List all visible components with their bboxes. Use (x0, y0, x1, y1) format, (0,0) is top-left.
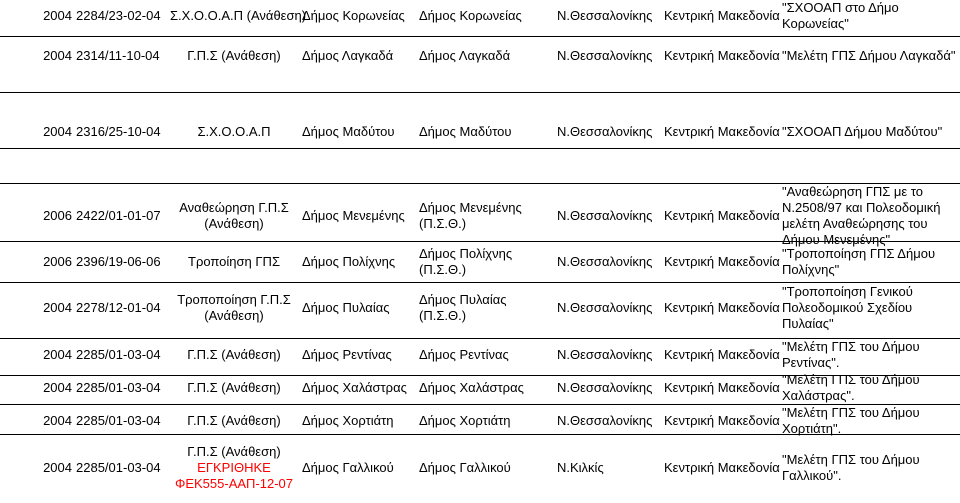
cell-prefecture (557, 8, 662, 24)
cell-municipality-line: Δήμος Χορτιάτη (302, 413, 394, 428)
cell-desc (782, 339, 958, 371)
cell-municipality (302, 380, 414, 396)
cell-year-line: 2004 (43, 300, 72, 315)
cell-year (0, 8, 72, 24)
cell-desc-line: "Αναθεώρηση ΓΠΣ με το (782, 184, 924, 199)
cell-prefecture-line: Ν.Θεσσαλονίκης (557, 8, 653, 23)
cell-region-line: Κεντρική Μακεδονία (664, 254, 780, 269)
cell-municipality (302, 208, 414, 224)
cell-year (0, 48, 72, 64)
cell-municipality-line: Δήμος Γαλλικού (302, 460, 394, 475)
cell-municipality (302, 413, 414, 429)
cell-desc-line: Κορωνείας" (782, 16, 849, 31)
cell-area (419, 8, 547, 24)
cell-municipality (302, 460, 414, 476)
cell-code-line: 2285/01-03-04 (76, 347, 161, 362)
cell-desc-line: Χαλάστρας". (782, 388, 855, 403)
cell-prefecture-line: Ν.Θεσσαλονίκης (557, 208, 653, 223)
cell-code-line: 2285/01-03-04 (76, 380, 161, 395)
cell-desc-line: "Μελέτη ΓΠΣ Δήμου Λαγκαδά" (782, 48, 956, 63)
cell-type-line: Γ.Π.Σ (Ανάθεση) (187, 48, 281, 63)
row-divider (0, 148, 960, 149)
cell-desc-line: Δήμου Μενεμένης" (782, 232, 891, 247)
row-divider (0, 282, 960, 283)
cell-code-line: 2314/11-10-04 (76, 48, 160, 63)
cell-region-line: Κεντρική Μακεδονία (664, 208, 780, 223)
cell-type (170, 347, 298, 363)
cell-year (0, 208, 72, 224)
cell-prefecture-line: Ν.Θεσσαλονίκης (557, 124, 653, 139)
cell-prefecture (557, 124, 662, 140)
cell-municipality-line: Δήμος Λαγκαδά (302, 48, 394, 63)
cell-desc-line: Χορτιάτη". (782, 421, 842, 436)
cell-type (170, 292, 298, 324)
cell-desc (782, 184, 958, 248)
cell-type (170, 413, 298, 429)
cell-municipality (302, 254, 414, 270)
cell-desc-line: Ν.2508/97 και Πολεοδομική (782, 200, 941, 215)
cell-type-line: Γ.Π.Σ (Ανάθεση) (187, 413, 281, 428)
cell-year (0, 124, 72, 140)
cell-type-line: Τροποποίηση Γ.Π.Σ (177, 292, 291, 307)
cell-region-line: Κεντρική Μακεδονία (664, 347, 780, 362)
cell-year-line: 2004 (43, 48, 72, 63)
cell-municipality-line: Δήμος Πολίχνης (302, 254, 396, 269)
cell-area (419, 200, 547, 232)
cell-type (170, 8, 307, 24)
cell-municipality-line: Δήμος Μαδύτου (302, 124, 395, 139)
cell-type-line: (Ανάθεση) (204, 308, 264, 323)
cell-area-line: (Π.Σ.Θ.) (419, 308, 467, 323)
cell-region (664, 254, 782, 270)
cell-desc (782, 48, 958, 64)
cell-type (170, 48, 298, 64)
cell-desc-line: Πολεοδομικού Σχεδίου (782, 300, 913, 315)
cell-year (0, 254, 72, 270)
cell-type-line: Γ.Π.Σ (Ανάθεση) (187, 444, 281, 459)
cell-code (76, 48, 176, 64)
cell-code-line: 2316/25-10-04 (76, 124, 161, 139)
cell-desc-line: "Τροποποίηση ΓΠΣ Δήμου (782, 246, 936, 261)
cell-prefecture (557, 208, 662, 224)
cell-desc-line: μελέτη Αναθεώρησης του (782, 216, 928, 231)
cell-type-line: ΕΓΚΡΙΘΗΚΕ (197, 460, 271, 475)
cell-region (664, 460, 782, 476)
cell-municipality (302, 124, 414, 140)
cell-prefecture (557, 380, 662, 396)
cell-region (664, 300, 782, 316)
cell-desc-line: "Μελέτη ΓΠΣ του Δήμου (782, 452, 920, 467)
cell-region (664, 380, 782, 396)
cell-area (419, 124, 547, 140)
cell-desc-line: Ρεντίνας". (782, 355, 840, 370)
cell-code (76, 413, 176, 429)
cell-region-line: Κεντρική Μακεδονία (664, 300, 780, 315)
cell-prefecture-line: Ν.Θεσσαλονίκης (557, 380, 653, 395)
cell-year-line: 2006 (43, 254, 72, 269)
cell-area-line: Δήμος Μαδύτου (419, 124, 512, 139)
cell-area-line: Δήμος Γαλλικού (419, 460, 511, 475)
cell-area-line: Δήμος Πυλαίας (419, 292, 507, 307)
cell-year (0, 300, 72, 316)
cell-region (664, 124, 782, 140)
cell-code-line: 2278/12-01-04 (76, 300, 161, 315)
cell-municipality-line: Δήμος Κορωνείας (302, 8, 405, 23)
cell-code-line: 2284/23-02-04 (76, 8, 161, 23)
cell-prefecture-line: Ν.Θεσσαλονίκης (557, 48, 653, 63)
cell-area-line: (Π.Σ.Θ.) (419, 216, 467, 231)
cell-area-line: Δήμος Μενεμένης (419, 200, 522, 215)
cell-region (664, 347, 782, 363)
cell-desc-line: "Τροποποίηση Γενικού (782, 284, 913, 299)
cell-type-line: Γ.Π.Σ (Ανάθεση) (187, 347, 281, 362)
cell-type (170, 124, 298, 140)
cell-code (76, 254, 176, 270)
cell-prefecture (557, 254, 662, 270)
cell-region (664, 48, 782, 64)
cell-desc-line: "ΣΧΟΟΑΠ στο Δήμο (782, 0, 899, 15)
cell-municipality-line: Δήμος Μενεμένης (302, 208, 405, 223)
cell-prefecture-line: Ν.Θεσσαλονίκης (557, 347, 653, 362)
cell-region (664, 8, 782, 24)
cell-type-line: Γ.Π.Σ (Ανάθεση) (187, 380, 281, 395)
cell-area (419, 380, 547, 396)
cell-municipality (302, 300, 414, 316)
cell-desc-line: "Μελέτη ΓΠΣ του Δήμου (782, 339, 920, 354)
row-divider (0, 36, 960, 37)
cell-area-line: (Π.Σ.Θ.) (419, 262, 467, 277)
cell-area-line: Δήμος Ρεντίνας (419, 347, 509, 362)
row-divider (0, 92, 960, 93)
cell-code (76, 300, 176, 316)
cell-municipality (302, 347, 414, 363)
cell-desc (782, 0, 958, 32)
cell-desc (782, 452, 958, 484)
cell-region-line: Κεντρική Μακεδονία (664, 460, 780, 475)
cell-prefecture (557, 460, 662, 476)
cell-area-line: Δήμος Κορωνείας (419, 8, 522, 23)
cell-desc (782, 405, 958, 437)
cell-desc (782, 372, 958, 404)
cell-prefecture-line: Ν.Θεσσαλονίκης (557, 300, 653, 315)
cell-municipality (302, 48, 414, 64)
cell-code-line: 2285/01-03-04 (76, 413, 161, 428)
cell-year-line: 2004 (43, 413, 72, 428)
cell-region-line: Κεντρική Μακεδονία (664, 124, 780, 139)
cell-year (0, 347, 72, 363)
cell-area (419, 292, 547, 324)
cell-area (419, 460, 547, 476)
cell-area (419, 347, 547, 363)
cell-type (170, 444, 298, 492)
cell-municipality-line: Δήμος Χαλάστρας (302, 380, 407, 395)
cell-desc-line: Πυλαίας" (782, 316, 834, 331)
cell-region-line: Κεντρική Μακεδονία (664, 413, 780, 428)
cell-municipality (302, 8, 414, 24)
cell-area-line: Δήμος Πολίχνης (419, 246, 513, 261)
cell-code (76, 124, 176, 140)
cell-desc-line: Γαλλικού". (782, 468, 842, 483)
cell-region (664, 413, 782, 429)
cell-region-line: Κεντρική Μακεδονία (664, 380, 780, 395)
cell-prefecture-line: Ν.Κιλκίς (557, 460, 604, 475)
cell-municipality-line: Δήμος Ρεντίνας (302, 347, 392, 362)
cell-prefecture (557, 48, 662, 64)
cell-municipality-line: Δήμος Πυλαίας (302, 300, 390, 315)
cell-area (419, 246, 547, 278)
cell-desc-line: "ΣΧΟΟΑΠ Δήμου Μαδύτου" (782, 124, 943, 139)
cell-code (76, 380, 176, 396)
cell-type-line: (Ανάθεση) (204, 216, 264, 231)
cell-year-line: 2006 (43, 208, 72, 223)
cell-prefecture-line: Ν.Θεσσαλονίκης (557, 413, 653, 428)
cell-desc (782, 246, 958, 278)
cell-type-line: Σ.Χ.Ο.Ο.Α.Π (Ανάθεση) (170, 8, 307, 23)
cell-code (76, 208, 176, 224)
cell-area-line: Δήμος Λαγκαδά (419, 48, 511, 63)
cell-year (0, 413, 72, 429)
cell-code-line: 2396/19-06-06 (76, 254, 161, 269)
cell-desc (782, 124, 958, 140)
cell-code (76, 347, 176, 363)
cell-type-line: Αναθεώρηση Γ.Π.Σ (179, 200, 289, 215)
cell-region (664, 208, 782, 224)
cell-year-line: 2004 (43, 380, 72, 395)
cell-prefecture (557, 347, 662, 363)
cell-desc-line: Πολίχνης" (782, 262, 840, 277)
cell-type (170, 380, 298, 396)
cell-year (0, 380, 72, 396)
cell-prefecture (557, 300, 662, 316)
cell-area (419, 413, 547, 429)
cell-type (170, 200, 298, 232)
cell-desc (782, 284, 958, 332)
cell-year-line: 2004 (43, 460, 72, 475)
cell-type-line: ΦΕΚ555-ΑΑΠ-12-07 (174, 476, 294, 491)
cell-type (170, 254, 298, 270)
cell-code (76, 8, 176, 24)
cell-year-line: 2004 (43, 124, 72, 139)
cell-year-line: 2004 (43, 347, 72, 362)
cell-code-line: 2422/01-01-07 (76, 208, 161, 223)
cell-area-line: Δήμος Χαλάστρας (419, 380, 524, 395)
cell-type-line: Τροποίηση ΓΠΣ (188, 254, 280, 269)
cell-desc-line: "Μελέτη ΓΠΣ του Δήμου (782, 372, 920, 387)
cell-region-line: Κεντρική Μακεδονία (664, 48, 780, 63)
cell-type-line: Σ.Χ.Ο.Ο.Α.Π (197, 124, 271, 139)
cell-desc-line: "Μελέτη ΓΠΣ του Δήμου (782, 405, 920, 420)
cell-code-line: 2285/01-03-04 (76, 460, 161, 475)
cell-area (419, 48, 547, 64)
cell-prefecture (557, 413, 662, 429)
cell-year-line: 2004 (43, 8, 72, 23)
cell-region-line: Κεντρική Μακεδονία (664, 8, 780, 23)
cell-code (76, 460, 176, 476)
cell-area-line: Δήμος Χορτιάτη (419, 413, 511, 428)
cell-prefecture-line: Ν.Θεσσαλονίκης (557, 254, 653, 269)
cell-year (0, 460, 72, 476)
